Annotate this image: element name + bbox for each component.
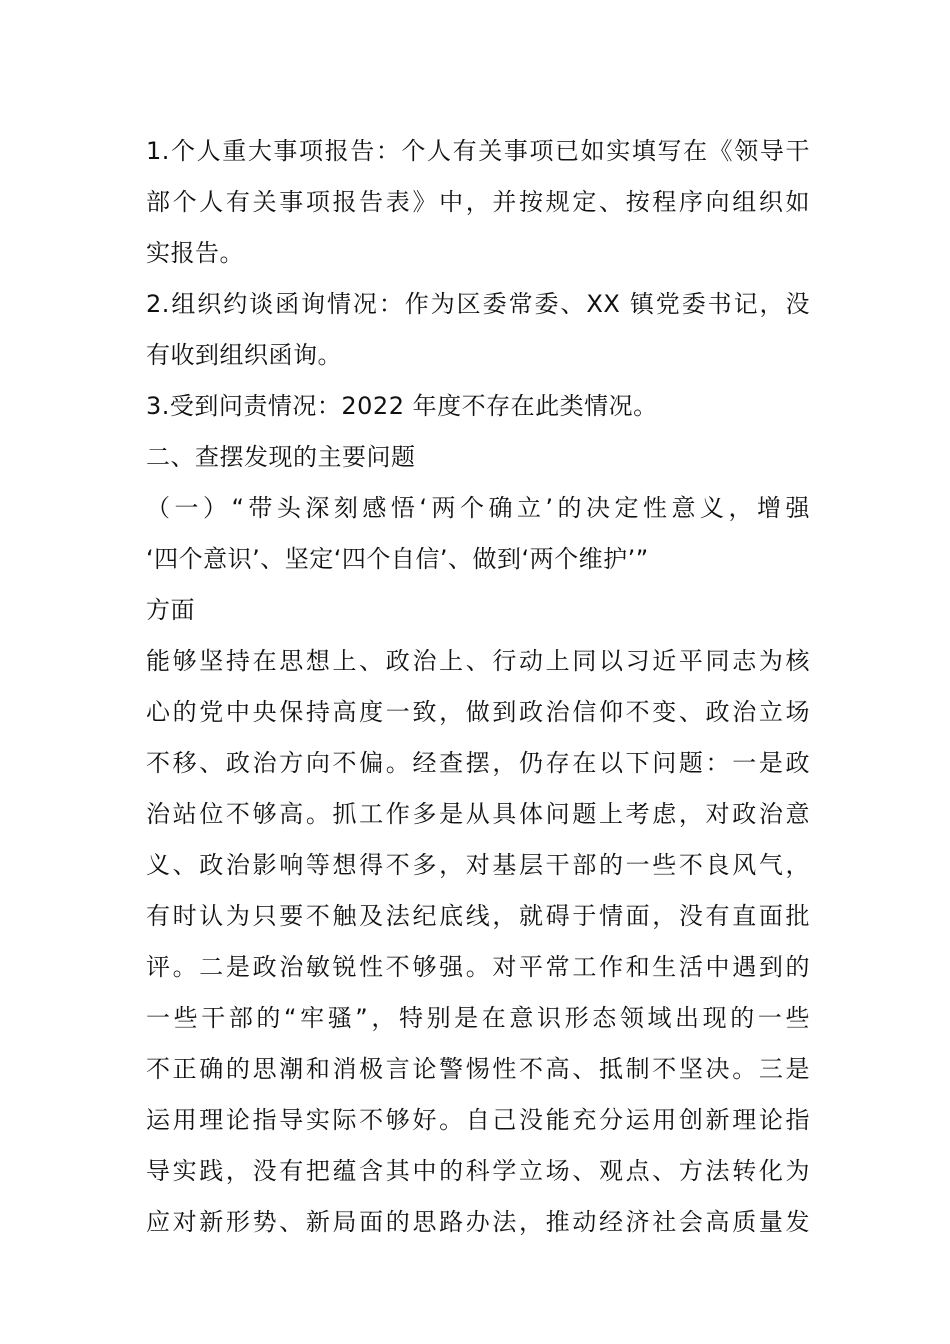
text-line: 实报告。: [146, 239, 244, 267]
text-line: 义、政治影响等想得不多，对基层干部的一些不良风气，: [146, 851, 810, 879]
text-line: 有时认为只要不触及法纪底线，就碍于情面，没有直面批: [146, 902, 810, 930]
text-line: 2.组织约谈函询情况：作为区委常委、XX 镇党委书记，没: [146, 290, 810, 318]
text-line: 导实践，没有把蕴含其中的科学立场、观点、方法转化为: [146, 1157, 810, 1185]
text-line: 心的党中央保持高度一致，做到政治信仰不变、政治立场: [146, 698, 810, 726]
subsection-heading: ‘四个意识’、坚定‘四个自信’、做到‘两个维护’”: [146, 545, 649, 573]
subsection-heading: （一）“带头深刻感悟‘两个确立’的决定性意义，增强: [146, 494, 810, 522]
text-line: 1.个人重大事项报告：个人有关事项已如实填写在《领导干: [146, 137, 810, 165]
text-line: 3.受到问责情况：2022 年度不存在此类情况。: [146, 392, 658, 420]
text-line: 不移、政治方向不偏。经查摆，仍存在以下问题：一是政: [146, 749, 810, 777]
text-line: 治站位不够高。抓工作多是从具体问题上考虑，对政治意: [146, 800, 810, 828]
text-line: 评。二是政治敏锐性不够强。对平常工作和生活中遇到的: [146, 953, 810, 981]
text-line: 一些干部的“牢骚”，特别是在意识形态领域出现的一些: [146, 1004, 810, 1032]
text-line: 应对新形势、新局面的思路办法，推动经济社会高质量发: [146, 1208, 810, 1236]
section-heading: 二、查摆发现的主要问题: [146, 443, 416, 471]
text-line: 不正确的思潮和消极言论警惕性不高、抵制不坚决。三是: [146, 1055, 810, 1083]
text-line: 有收到组织函询。: [146, 341, 342, 369]
text-line: 能够坚持在思想上、政治上、行动上同以习近平同志为核: [146, 647, 810, 675]
document-body: [146, 126, 810, 1248]
text-line: 运用理论指导实际不够好。自己没能充分运用创新理论指: [146, 1106, 810, 1134]
subsection-heading: 方面: [146, 596, 195, 624]
text-line: 部个人有关事项报告表》中，并按规定、按程序向组织如: [146, 188, 810, 216]
